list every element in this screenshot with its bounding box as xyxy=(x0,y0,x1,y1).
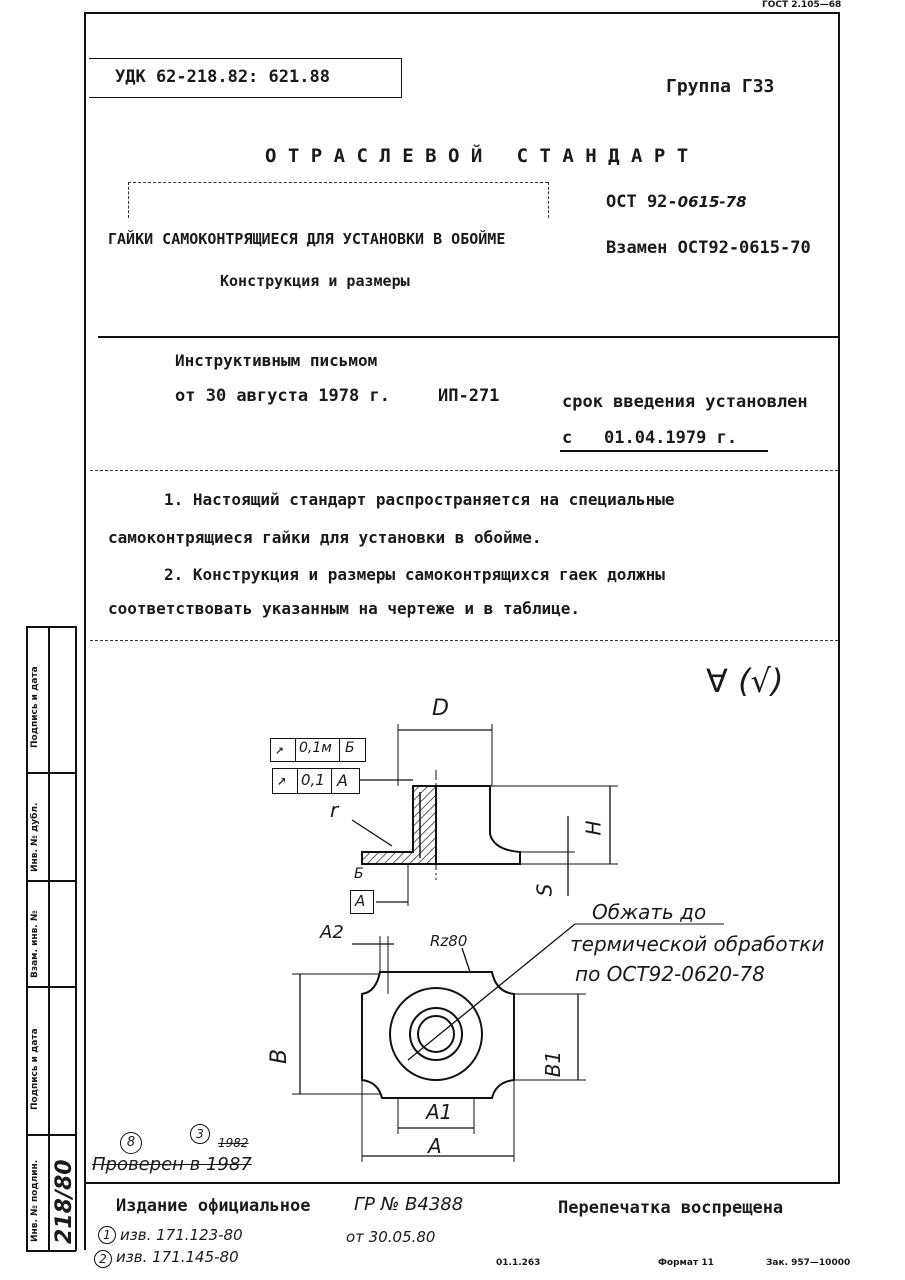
gost-stamp: ГОСТ 2.105—68 xyxy=(762,0,842,10)
frame-right xyxy=(838,12,840,1182)
instruction-code: ИП-271 xyxy=(438,386,500,406)
print-code: 01.1.263 xyxy=(496,1258,541,1268)
nut-plan-outer-circle xyxy=(390,988,482,1080)
edition-label: Издание официальное xyxy=(116,1196,311,1216)
checked-note: Проверен в 1987 xyxy=(92,1154,252,1175)
tol1-value: 0,1м xyxy=(299,740,332,756)
dim-a1-label: A1 xyxy=(426,1100,453,1124)
frame-bottom xyxy=(84,1182,840,1184)
frame-top xyxy=(84,12,840,14)
note-line-2: термической обработки xyxy=(570,932,825,956)
reprint-notice: Перепечатка воспрещена xyxy=(558,1198,784,1218)
order-number: Зак. 957—10000 xyxy=(766,1258,851,1268)
change-2: изв. 171.145-80 xyxy=(116,1248,239,1266)
rz-leader xyxy=(462,948,470,972)
ost-label: ОСТ 92- xyxy=(606,192,678,212)
header-rule xyxy=(98,336,838,338)
tolerance-frame-1 xyxy=(270,738,366,762)
tol1-symbol: ↗ xyxy=(275,740,285,758)
side-cell-signature-date-1: Подпись и дата xyxy=(30,666,40,748)
gr-number: ГР № В4388 xyxy=(354,1194,464,1215)
dim-s-label: S xyxy=(532,883,557,897)
datum-box xyxy=(350,890,374,914)
change-1-date: от 30.05.80 xyxy=(346,1228,436,1246)
nut-section-outline xyxy=(413,786,520,864)
paragraph-2-line-2: соответствовать указанным на чертеже и в таблице. xyxy=(108,599,581,618)
document-subtitle: Конструкция и размеры xyxy=(220,272,410,290)
document-title: ГАЙКИ САМОКОНТРЯЩИЕСЯ ДЛЯ УСТАНОВКИ В ОБОЙМЕ xyxy=(108,230,506,248)
nut-plan-bore xyxy=(410,1008,462,1060)
circle-mark-2: 3 xyxy=(190,1124,210,1144)
side-block-mid xyxy=(48,626,50,1251)
nut-section-hatched xyxy=(362,786,436,864)
nut-plan-inner xyxy=(418,1016,454,1052)
datum-label: Б xyxy=(354,866,364,882)
side-cell-inv-original: Инв. № подлин. xyxy=(30,1159,40,1242)
dim-a2-label: A2 xyxy=(320,922,344,943)
title-frame-right xyxy=(548,182,549,218)
title-frame-top xyxy=(128,182,548,183)
roughness-mark: ∀ (√) xyxy=(706,662,784,700)
frame-left xyxy=(84,12,86,1250)
side-row-4 xyxy=(26,1134,76,1136)
title-frame-left xyxy=(128,182,129,218)
note-line-3: по ОСТ92-0620-78 xyxy=(575,962,765,986)
instruction-letter: Инструктивным письмом xyxy=(175,351,378,370)
side-cell-inv-dubl: Инв. № дубл. xyxy=(30,802,40,872)
tol2-symbol: ↗ xyxy=(277,770,287,789)
tolerance-frame-2 xyxy=(272,768,360,794)
intro-separator xyxy=(90,470,838,471)
instruction-date: от 30 августа 1978 г. xyxy=(175,386,390,406)
body-separator xyxy=(90,640,838,641)
side-row-2 xyxy=(26,880,76,882)
paragraph-1-line-1: 1. Настоящий стандарт распространяется на специальные xyxy=(164,490,675,509)
tol1-divider-2 xyxy=(339,739,340,761)
standard-banner: О Т Р А С Л Е В О Й С Т А Н Д А Р Т xyxy=(265,145,689,167)
dim-b-label: B xyxy=(267,1048,293,1065)
dim-r-leader xyxy=(352,820,392,846)
effective-date: 01.04.1979 г. xyxy=(604,428,738,448)
side-cell-replace-inv: Взам. инв. № xyxy=(30,910,40,978)
change-1-number: 1 xyxy=(98,1226,116,1244)
tol1-divider xyxy=(295,739,296,761)
paragraph-2-line-1: 2. Конструкция и размеры самоконтрящихся гаек должны xyxy=(164,565,665,584)
side-block-top xyxy=(26,626,76,628)
effective-underline xyxy=(560,450,768,452)
dim-r-label: r xyxy=(330,798,339,822)
change-2-number: 2 xyxy=(94,1250,112,1268)
tol2-divider xyxy=(297,769,298,793)
rz-label: Rz80 xyxy=(430,932,468,950)
tol2-datum: А xyxy=(337,771,348,790)
tol2-divider-2 xyxy=(331,769,332,793)
effective-label: срок введения установлен xyxy=(562,392,808,412)
datum-box-letter: А xyxy=(355,892,366,910)
side-block-right xyxy=(75,626,77,1251)
side-cell-signature-date-2: Подпись и дата xyxy=(30,1028,40,1110)
circle-mark-1: 8 xyxy=(120,1132,142,1154)
dim-d-label: D xyxy=(432,696,449,721)
dim-b1-label: B1 xyxy=(541,1050,566,1078)
ost-number xyxy=(606,192,747,212)
note-line-1: Обжать до xyxy=(592,900,707,924)
checked-strike: 1982 xyxy=(218,1136,249,1150)
format-label: Формат 11 xyxy=(658,1258,714,1268)
change-1: изв. 171.123-80 xyxy=(120,1226,243,1244)
udc-code: УДК 62-218.82: 621.88 xyxy=(115,67,330,87)
side-row-3 xyxy=(26,986,76,988)
side-row-1 xyxy=(26,772,76,774)
tol1-datum: Б xyxy=(345,740,355,756)
dim-h-label: H xyxy=(581,820,606,836)
effective-prefix: с xyxy=(562,428,573,448)
tol2-value: 0,1 xyxy=(301,771,325,789)
side-block-left xyxy=(26,626,28,1251)
nut-plan-outline xyxy=(362,972,514,1098)
dim-a-label: A xyxy=(428,1134,442,1158)
side-block-bottom xyxy=(26,1250,76,1252)
replaces-note: Взамен ОСТ92-0615-70 xyxy=(606,238,811,258)
ost-number-hand: 0615-78 xyxy=(677,193,747,211)
udc-box xyxy=(89,58,402,98)
paragraph-1-line-2: самоконтрящиеся гайки для установки в обойме. xyxy=(108,528,542,547)
side-inv-handwritten: 218/80 xyxy=(52,1159,77,1244)
group-code: Группа Г33 xyxy=(666,76,775,97)
